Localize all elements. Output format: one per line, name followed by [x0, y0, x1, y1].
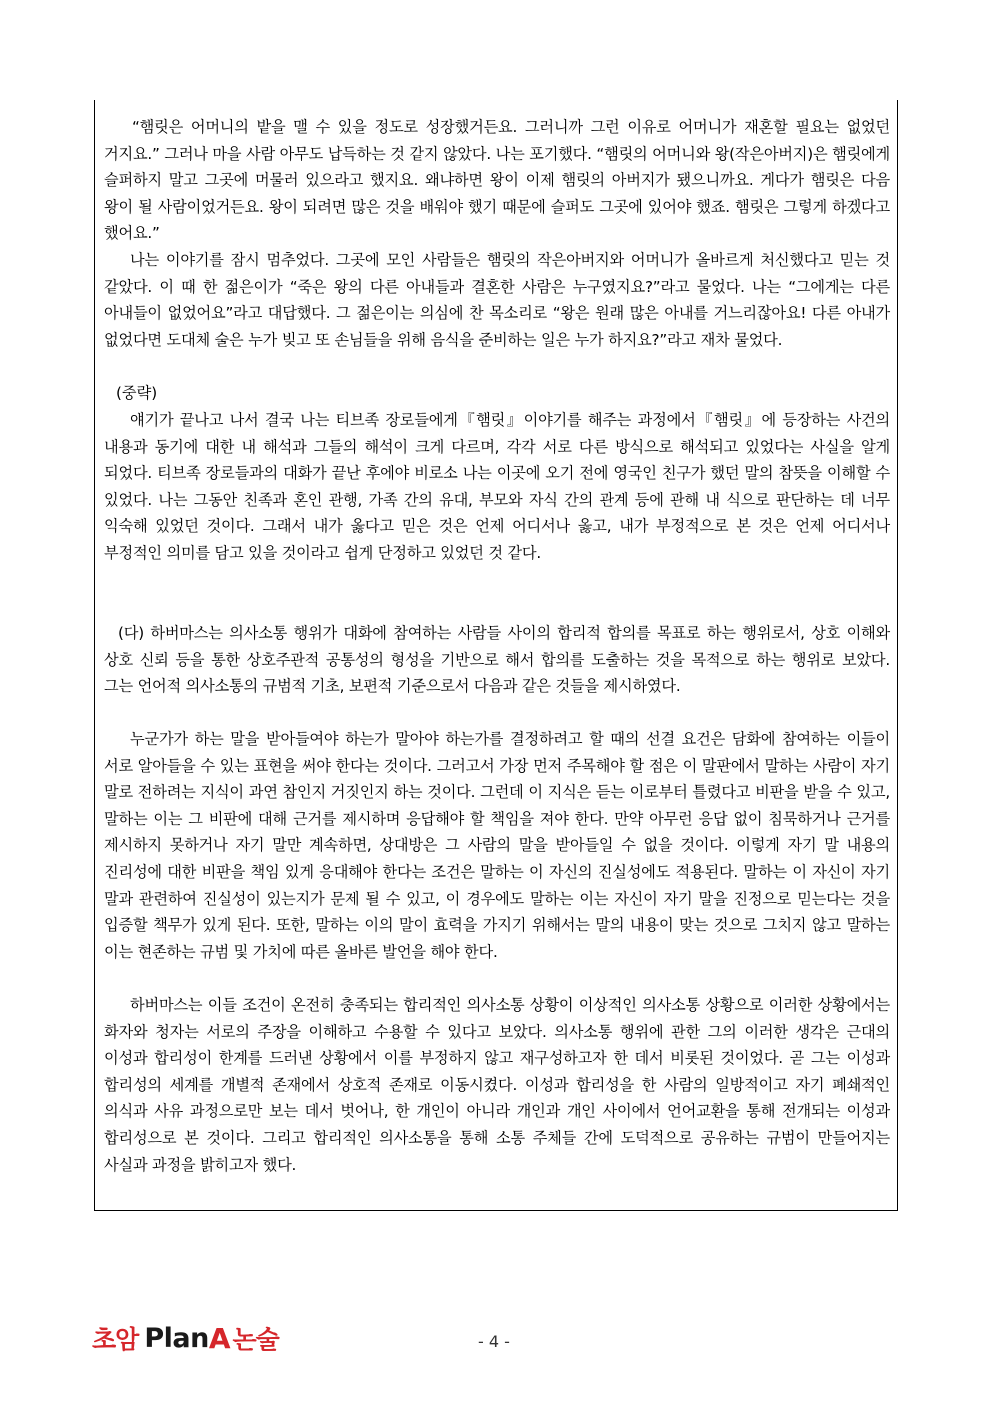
brand-logo [92, 1319, 279, 1357]
logo-text-plan: Plan [144, 1322, 209, 1354]
section-da-paragraph-3: 하버마스는 이들 조건이 온전히 충족되는 합리적인 의사소통 상황이 이상적인 의사소통 상황으로 이러한 상황에서는 화자와 청자는 서로의 주장을 이해하고 수용할 수 있다고 보았다. 의사소통 행위에 관한 그의 이러한 생각은 근대의 이성과 합리성이 한계를 드러낸 상황에서 이를 부정하지 않고 재구성하고자 한 데서 비롯된 것이었다. 곧 그는 이성과 합리성의 세계를 개별적 존재에서 상호적 존재로 이동시켰다. 이성과 합리성을 한 사람의 일방적이고 자기 폐쇄적인 의식과 사유 과정으로만 보는 데서 벗어나, 한 개인이 아니라 개인과 개인 사이에서 언어교환을 통해 전개되는 이성과 합리성으로 본 것이다. 그리고 합리적인 의사소통을 통해 소통 주체들 간에 도덕적으로 공유하는 규범이 만들어지는 사실과 과정을 밝히고자 했다. [104, 996, 890, 1174]
passage-paragraph-3: 얘기가 끝나고 나서 결국 나는 티브족 장로들에게『햄릿』이야기를 해주는 과정에서『햄릿』에 등장하는 사건의 내용과 동기에 대한 내 해석과 그들의 해석이 크게 다르며, 각각 서로 다른 방식으로 해석되고 있었다는 사실을 알게 되었다. 티브족 장로들과의 대화가 끝난 후에야 비로소 나는 이곳에 오기 전에 영국인 친구가 했던 말의 참뜻을 이해할 수 있었다. 나는 그동안 친족과 혼인 관행, 가족 간의 유대, 부모와 자식 간의 관계 등에 관해 내 식으로 판단하는 데 너무 익숙해 있었던 것이다. 그래서 내가 옳다고 믿은 것은 언제 어디서나 옳고, 내가 부정적으로 본 것은 언제 어디서나 부정적인 의미를 담고 있을 것이라고 쉽게 단정하고 있었던 것 같다. [104, 411, 890, 562]
section-da-paragraph-1: (다) 하버마스는 의사소통 행위가 대화에 참여하는 사람들 사이의 합리적 합의를 목표로 하는 행위로서, 상호 이해와 상호 신뢰 등을 통한 상호주관적 공통성의 형성을 기반으로 해서 합의를 도출하는 것을 목적으로 하는 행위로 보았다. 그는 언어적 의사소통의 규범적 기초, 보편적 기준으로서 다음과 같은 것들을 제시하였다. [104, 624, 890, 696]
logo-text-a: A [208, 1321, 231, 1355]
passage-paragraph-1: “햄릿은 어머니의 밭을 맬 수 있을 정도로 성장했거든요. 그러니까 그런 이유로 어머니가 재혼할 필요는 없었던 거지요.” 그러나 마을 사람 아무도 납득하는 것 같지 않았다. 나는 포기했다. “햄릿의 어머니와 왕(작은아버지)은 햄릿에게 슬퍼하지 말고 그곳에 머물러 있으라고 했지요. 왜냐하면 왕이 이제 햄릿의 아버지가 됐으니까요. 게다가 햄릿은 다음 왕이 될 사람이었거든요. 왕이 되려면 많은 것을 배워야 했기 때문에 슬퍼도 그곳에 있어야 했죠. 햄릿은 그렇게 하겠다고 했어요.” [104, 118, 890, 243]
page-number: - 4 - [478, 1332, 510, 1351]
section-da-paragraph-2: 누군가가 하는 말을 받아들여야 하는가 말아야 하는가를 결정하려고 할 때의 선결 요건은 담화에 참여하는 이들이 서로 알아들을 수 있는 표현을 써야 한다는 것이다. 그러고서 가장 먼저 주목해야 할 점은 이 말판에서 말하는 사람이 자기 말로 전하려는 지식이 과연 참인지 거짓인지 하는 것이다. 그런데 이 지식은 듣는 이로부터 틀렸다고 비판을 받을 수 있고, 말하는 이는 그 비판에 대해 근거를 제시하며 응답해야 할 책임을 져야 한다. 만약 아무런 응답 없이 침묵하거나 근거를 제시하지 못하거나 자기 말만 계속하면, 상대방은 그 사람의 말을 받아들일 수 없을 것이다. 이렇게 자기 말 내용의 진리성에 대한 비판을 책임 있게 응대해야 한다는 조건은 말하는 이 자신의 진실성에도 적용된다. 말하는 이 자신이 자기 말과 관련하여 진실성이 있는지가 문제 될 수 있고, 이 경우에도 말하는 이는 자신이 자기 말을 진정으로 믿는다는 것을 입증할 책무가 있게 된다. 또한, 말하는 이의 말이 효력을 가지기 위해서는 말의 내용이 맞는 것으로 그치지 않고 말하는 이는 현존하는 규범 및 가치에 따른 올바른 발언을 해야 한다. [104, 730, 890, 961]
logo-text-nonsul: 논술 [232, 1325, 279, 1354]
omission-note: (중략) [116, 384, 158, 402]
logo-text-choam: 초암 [92, 1325, 139, 1354]
passage-paragraph-2: 나는 이야기를 잠시 멈추었다. 그곳에 모인 사람들은 햄릿의 작은아버지와 어머니가 올바르게 처신했다고 믿는 것 같았다. 이 때 한 젊은이가 “죽은 왕의 다른 아내들과 결혼한 사람은 누구였지요?”라고 물었다. 나는 “그에게는 다른 아내들이 없었어요”라고 대답했다. 그 젊은이는 의심에 찬 목소리로 “왕은 원래 많은 아내를 거느리잖아요! 다른 아내가 없었다면 도대체 술은 누가 빚고 또 손님들을 위해 음식을 준비하는 일은 누가 하지요?”라고 재차 물었다. [104, 251, 890, 349]
